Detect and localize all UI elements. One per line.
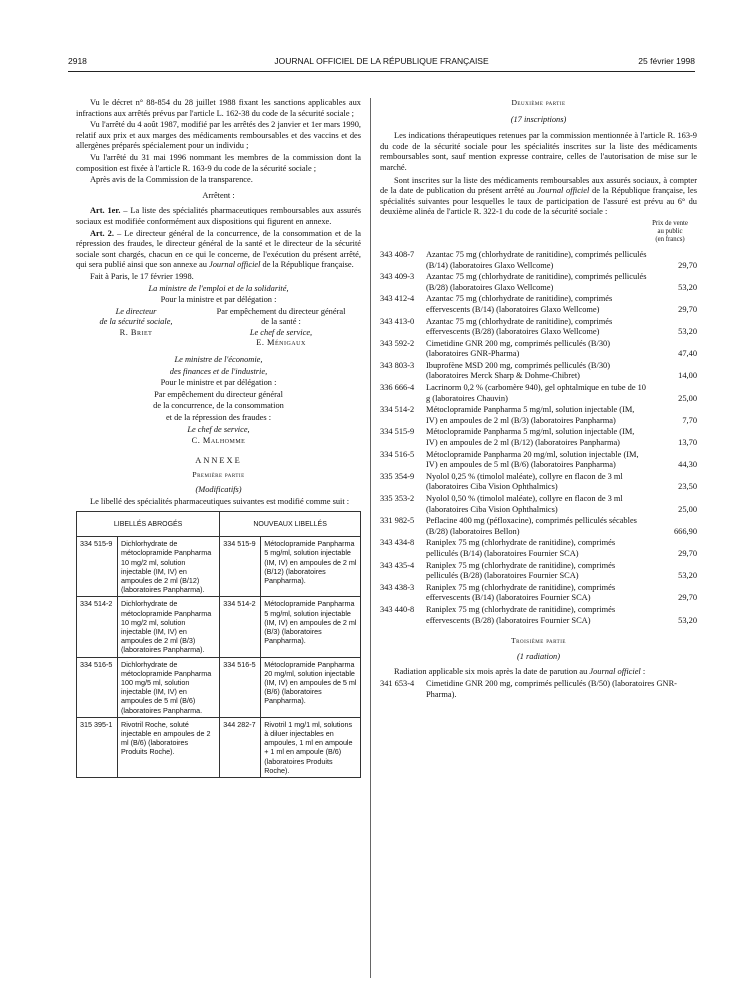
item-price: 29,70 — [678, 304, 697, 314]
item-price: 23,50 — [678, 482, 697, 492]
article-1-text: – La liste des spécialités pharmaceutiques remboursables aux assurés sociaux est modifiée conformément aux dispositions qui figurent en annexe. — [76, 206, 362, 226]
list-item — [380, 450, 697, 471]
header-rule — [68, 71, 695, 72]
signature-right — [201, 307, 361, 349]
item-price: 53,20 — [678, 571, 697, 581]
header-nouveaux-libelles: NOUVEAUX LIBELLÉS — [220, 512, 361, 537]
sig-right-name: E. Ménigaux — [256, 338, 306, 348]
item-price: 29,70 — [678, 260, 697, 270]
inscriptions-count: (17 inscriptions) — [510, 114, 567, 124]
sig-right-line-3: Le chef de service, — [249, 327, 313, 337]
visa-4: Après avis de la Commission de la transparence. — [90, 175, 253, 185]
item-code: 343 409-3 — [380, 272, 415, 282]
visa-1: Vu le décret n° 88-854 du 28 juillet 1988 fixant les sanctions applicables aux infractions aux arrêtés prévus par l'article L. 162-38 du code de la sécurité sociale ; — [76, 98, 361, 118]
item-code: 343 440-8 — [380, 604, 415, 614]
list-item — [380, 583, 697, 604]
radiation-count: (1 radiation) — [516, 651, 561, 661]
item-price: 53,20 — [678, 282, 697, 292]
libelles-table — [76, 511, 361, 778]
old-code: 315 395-1 — [77, 717, 118, 777]
item-label: Nyolol 0,25 % (timolol maléate), collyre en flacon de 3 ml (laboratoires Ciba Vision Ophthalmics) — [426, 471, 623, 492]
item-price: 25,00 — [678, 504, 697, 514]
list-item — [380, 516, 697, 537]
minister-1: La ministre de l'emploi et de la solidarité, — [148, 283, 289, 293]
inscription-text-a: Sont inscrites sur la liste des médicaments remboursables aux assurés sociaux, à compter de la date de publication du présent arrêté au — [380, 175, 697, 196]
item-code: 343 434-8 — [380, 538, 415, 548]
table-row — [77, 657, 361, 717]
article-1-label: Art. 1er. — [90, 206, 121, 216]
list-item — [380, 561, 697, 582]
item-price: 29,70 — [678, 593, 697, 603]
item-code: 331 982-5 — [380, 516, 415, 526]
item-label: Azantac 75 mg (chlorhydrate de ranitidine), comprimés pelliculés (B/14) (laboratoires Glaxo Wellcome) — [426, 249, 647, 270]
dg-line-3: et de la répression des fraudes : — [165, 413, 272, 423]
new-libelle: Métoclopramide Panpharma 5 mg/ml, solution injectable (IM, IV) en ampoules de 2 ml (B/3) (laboratoires Panpharma). — [261, 597, 361, 657]
price-head-line-1: Prix de vente — [652, 219, 688, 227]
minister-2-line-1: Le ministre de l'économie, — [174, 355, 263, 365]
item-price: 53,20 — [678, 615, 697, 625]
list-item — [380, 538, 697, 559]
issue-date: 25 février 1998 — [638, 56, 695, 66]
item-label: Ibuprofène MSD 200 mg, comprimés pelliculés (B/30) (laboratoires Merck Sharp & Dohme-Chibret) — [426, 360, 610, 381]
dg-name: C. Malhomme — [191, 436, 246, 446]
column-divider — [370, 98, 371, 978]
radiation-intro — [380, 667, 697, 678]
item-price: 44,30 — [678, 460, 697, 470]
new-code: 344 282-7 — [220, 717, 261, 777]
item-code: 334 514-2 — [380, 405, 415, 415]
table-row — [77, 717, 361, 777]
item-price: 29,70 — [678, 548, 697, 558]
item-label: Azantac 75 mg (chlorhydrate de ranitidine), comprimés pelliculés (B/28) (laboratoires Glaxo Wellcome) — [426, 272, 647, 292]
premiere-partie: Première partie — [192, 470, 245, 480]
item-label: Métoclopramide Panpharma 5 mg/ml, solution injectable (IM, IV) en ampoules de 2 ml (B/3) (laboratoires Panpharma) — [426, 405, 635, 425]
radiation-text: Cimetidine GNR 200 mg, comprimés pelliculés (B/50) (laboratoires GNR-Pharma). — [426, 678, 677, 699]
item-label: Peflacine 400 mg (péfloxacine), comprimés pelliculés sécables (B/28) (laboratoires Bellon) — [426, 516, 637, 536]
item-label: Raniplex 75 mg (chlorhydrate de ranitidine), comprimés pelliculés (B/14) (laboratoires Fournier SCA) — [426, 538, 616, 558]
visa-3: Vu l'arrêté du 31 mai 1996 nommant les membres de la commission dont la composition est fixée à l'article R. 163-9 du code de la sécurité sociale ; — [76, 152, 361, 173]
item-code: 343 438-3 — [380, 582, 415, 592]
old-libelle: Dichlorhydrate de métoclopramide Panpharma 10 mg/2 ml, solution injectable (IM, IV) en ampoules de 2 ml (B/12) (laboratoires Panpharma). — [118, 537, 220, 597]
item-label: Raniplex 75 mg (chlorhydrate de ranitidine), comprimés effervescents (B/14) (laboratoires Fournier SCA) — [426, 582, 616, 603]
table-header-row — [77, 512, 361, 537]
radiation-item — [380, 679, 697, 700]
dg-line-2: de la concurrence, de la consommation — [153, 401, 284, 411]
article-1 — [76, 206, 361, 227]
list-item — [380, 250, 697, 271]
item-label: Raniplex 75 mg (chlorhydrate de ranitidine), comprimés effervescents (B/28) (laboratoires Fournier SCA) — [426, 604, 616, 625]
list-item — [380, 405, 697, 426]
item-price: 53,20 — [678, 327, 697, 337]
signature-left — [76, 307, 196, 349]
deuxieme-partie: Deuxième partie — [511, 98, 566, 107]
page-header — [68, 56, 695, 70]
item-price: 25,00 — [678, 393, 697, 403]
list-item — [380, 361, 697, 382]
list-item — [380, 605, 697, 626]
libelle-intro: Le libellé des spécialités pharmaceutiques suivantes est modifié comme suit : — [90, 496, 350, 506]
sig-left-title-2: de la sécurité sociale, — [99, 317, 173, 327]
radiation-text-b: : — [640, 667, 646, 677]
sig-right-line-2: de la santé : — [261, 317, 301, 327]
article-2-journal: Journal officiel — [209, 260, 261, 270]
sig-left-name: R. Briet — [119, 327, 153, 337]
radiation-code: 341 653-4 — [380, 678, 415, 688]
list-item — [380, 427, 697, 448]
item-code: 334 516-5 — [380, 449, 415, 459]
item-label: Azantac 75 mg (chlorhydrate de ranitidine), comprimés effervescents (B/28) (laboratoires Glaxo Wellcome) — [426, 316, 613, 337]
sig-left-title-1: Le directeur — [115, 306, 157, 316]
item-code: 343 592-2 — [380, 338, 415, 348]
item-label: Lacrinorm 0,2 % (carbomère 940), gel ophtalmique en tube de 10 g (laboratoires Chauvin) — [426, 383, 646, 403]
page-number: 2918 — [68, 56, 87, 66]
list-item — [380, 317, 697, 338]
item-label: Cimetidine GNR 200 mg, comprimés pelliculés (B/30) (laboratoires GNR-Pharma) — [426, 338, 610, 359]
signatures-row — [76, 307, 361, 349]
price-head-line-3: (en francs) — [655, 235, 685, 243]
item-code: 343 412-4 — [380, 294, 415, 304]
article-2-text: – Le directeur général de la concurrence, de la consommation et de la répression des fraudes, le directeur général de la santé et le directeur de la sécurité sociale sont chargés, chacun en ce qui le concerne, de l'exécution du présent arrêté, qui sera publié ainsi que son annexe au — [76, 228, 361, 270]
item-code: 343 408-7 — [380, 249, 415, 259]
item-code: 334 515-9 — [380, 427, 415, 437]
dg-chef: Le chef de service, — [187, 424, 250, 434]
old-code: 334 514-2 — [77, 597, 118, 657]
inscription-text-b: de la République française, les spécialités suivantes pour lesquelles le taux de participation de l'assuré est prévu au 6° du deuxième alinéa de l'article R. 322-1 du code de la sécurité sociale : — [380, 186, 697, 217]
list-item — [380, 294, 697, 315]
item-price: 13,70 — [678, 438, 697, 448]
table-row — [77, 597, 361, 657]
item-price: 7,70 — [682, 415, 697, 425]
new-libelle: Métoclopramide Panpharma 5 mg/ml, solution injectable (IM, IV) en ampoules de 2 ml (B/12) (laboratoires Panpharma). — [261, 537, 361, 597]
article-2-end: de la République française. — [260, 260, 354, 270]
list-item — [380, 494, 697, 515]
new-code: 334 515-9 — [220, 537, 261, 597]
item-price: 47,40 — [678, 349, 697, 359]
item-code: 335 354-9 — [380, 471, 415, 481]
old-code: 334 516-5 — [77, 657, 118, 717]
inscription-journal: Journal officiel — [537, 186, 590, 196]
item-label: Métoclopramide Panpharma 20 mg/ml, solution injectable (IM, IV) en ampoules de 5 ml (B/6) (laboratoires Panpharma) — [426, 449, 639, 470]
modificatifs: (Modificatifs) — [195, 485, 242, 494]
old-libelle: Rivotril Roche, soluté injectable en ampoules de 2 ml (B/6) (laboratoires Produits Roche). — [118, 717, 220, 777]
dg-line-1: Par empêchement du directeur général — [154, 389, 283, 399]
new-code: 334 514-2 — [220, 597, 261, 657]
journal-title: JOURNAL OFFICIEL DE LA RÉPUBLIQUE FRANÇAISE — [274, 56, 489, 66]
article-2-label: Art. 2. — [90, 228, 114, 238]
old-libelle: Dichlorhydrate de métoclopramide Panpharma 10 mg/2 ml, solution injectable (IM, IV) en ampoules de 2 ml (B/3) (laboratoires Panpharma). — [118, 597, 220, 657]
radiation-text-a: Radiation applicable six mois après la date de parution au — [394, 667, 590, 677]
indications-paragraph: Les indications thérapeutiques retenues par la commission mentionnée à l'article R. 163-9 du code de la sécurité sociale pour les spécialités inscrites sur la liste des médicaments remboursables sont, sauf mention expresse contraire, celles de l'autorisation de mise sur le marché. — [380, 131, 697, 172]
item-code: 335 353-2 — [380, 494, 415, 503]
item-label: Nyolol 0,50 % (timolol maléate), collyre en flacon de 3 ml (laboratoires Ciba Vision Ophthalmics) — [426, 494, 623, 514]
inscription-list — [380, 250, 697, 626]
left-column — [76, 98, 361, 778]
table-row — [77, 537, 361, 597]
arretent: Arrêtent : — [202, 190, 235, 200]
price-head-line-2: au public — [657, 227, 683, 235]
fait-a-paris: Fait à Paris, le 17 février 1998. — [90, 271, 194, 281]
annexe-title: ANNEXE — [195, 455, 242, 465]
right-column — [380, 98, 697, 700]
minister-2-line-2: des finances et de l'industrie, — [169, 366, 268, 376]
delegation-2: Pour le ministre et par délégation : — [160, 378, 277, 388]
item-code: 343 435-4 — [380, 560, 415, 570]
radiation-journal: Journal officiel — [589, 667, 641, 677]
list-item — [380, 472, 697, 493]
troisieme-partie: Troisième partie — [511, 636, 566, 646]
delegation-1: Pour la ministre et par délégation : — [160, 295, 277, 305]
item-price: 14,00 — [678, 371, 697, 381]
header-libelles-abroges: LIBELLÉS ABROGÉS — [77, 512, 220, 537]
old-code: 334 515-9 — [77, 537, 118, 597]
item-label: Raniplex 75 mg (chlorhydrate de ranitidine), comprimés pelliculés (B/28) (laboratoires Fournier SCA) — [426, 560, 616, 581]
article-2 — [76, 229, 361, 271]
item-label: Azantac 75 mg (chlorhydrate de ranitidine), comprimés effervescents (B/14) (laboratoires Glaxo Wellcome) — [426, 294, 613, 314]
item-label: Métoclopramide Panpharma 5 mg/ml, solution injectable (IM, IV) en ampoules de 2 ml (B/12) (laboratoires Panpharma) — [426, 427, 635, 448]
visa-2: Vu l'arrêté du 4 août 1987, modifié par les arrêtés des 2 janvier et 1er mars 1990, relatif aux prix et aux marges des médicaments remboursables et des vaccins et des allergènes préparés spécialement pour un individu ; — [76, 120, 361, 151]
new-code: 334 516-5 — [220, 657, 261, 717]
inscription-paragraph — [380, 176, 697, 218]
item-code: 343 413-0 — [380, 316, 415, 326]
item-code: 336 666-4 — [380, 383, 415, 393]
old-libelle: Dichlorhydrate de métoclopramide Panpharma 100 mg/5 ml, solution injectable (IM, IV) en ampoules de 5 ml (B/6) (laboratoires Panpharma. — [118, 657, 220, 717]
sig-right-line-1: Par empêchement du directeur général — [216, 306, 346, 316]
list-item — [380, 272, 697, 293]
list-item — [380, 383, 697, 404]
item-code: 343 803-3 — [380, 360, 415, 370]
new-libelle: Métoclopramide Panpharma 20 mg/ml, solution injectable (IM, IV) en ampoules de 5 ml (B/6) (laboratoires Panpharma). — [261, 657, 361, 717]
price-column-header — [380, 220, 697, 244]
item-price: 666,90 — [673, 526, 697, 536]
new-libelle: Rivotril 1 mg/1 ml, solutions à diluer injectables en ampoules, 1 ml en ampoule + 1 ml en ampoule (B/6) (laboratoires Produits Roche). — [261, 717, 361, 777]
list-item — [380, 339, 697, 360]
